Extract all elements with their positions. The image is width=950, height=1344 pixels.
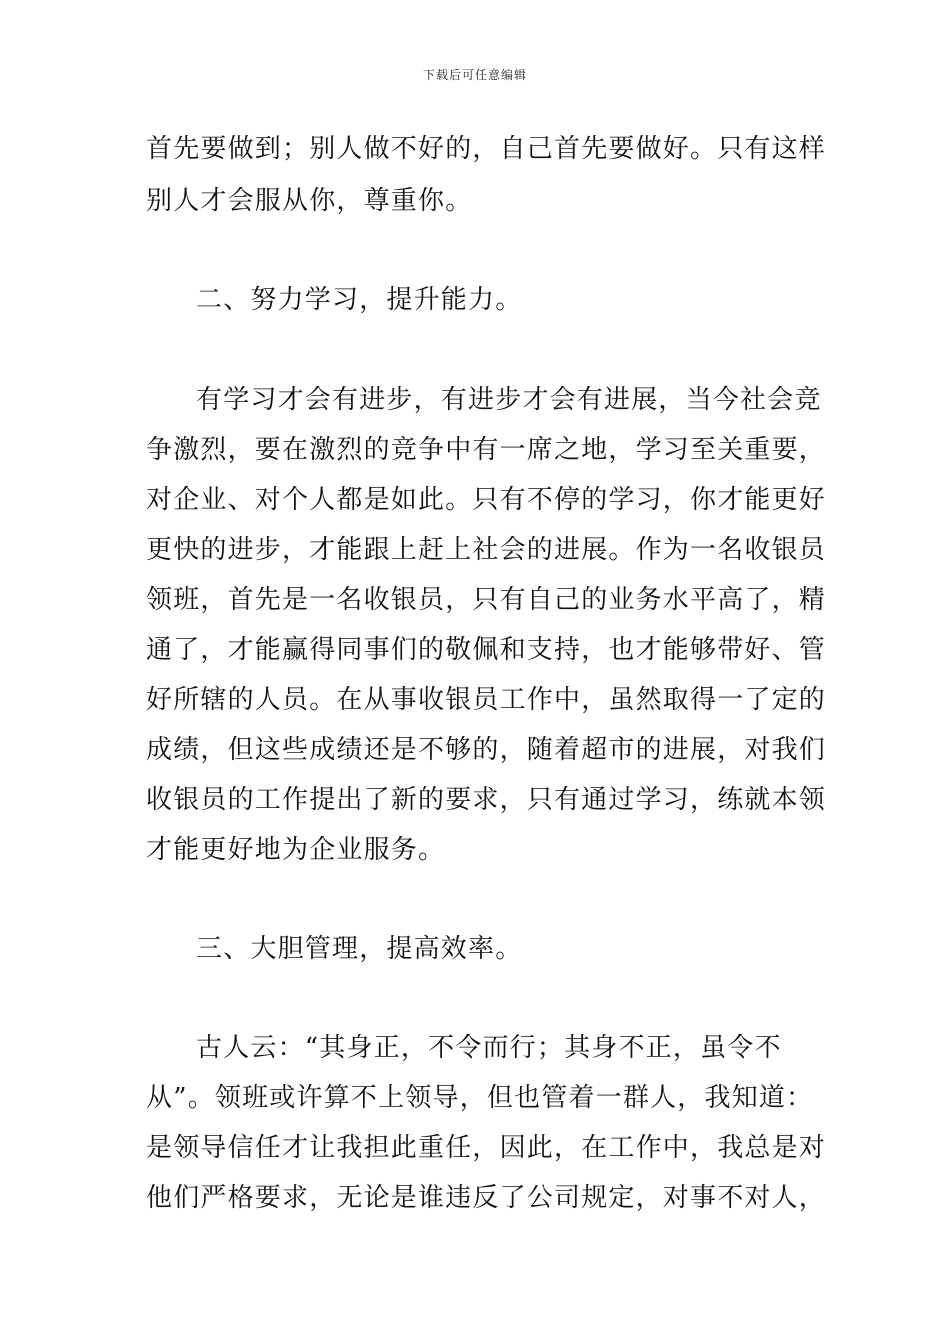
paragraph-line: 领班，首先是一名收银员，只有自己的业务水平高了，精 [146, 585, 827, 615]
section-heading-2: 二、努力学习，提升能力。 [196, 285, 523, 315]
paragraph-line: 对企业、对个人都是如此。只有不停的学习，你才能更好 [146, 485, 827, 515]
page-header-note: 下载后可任意编辑 [422, 68, 527, 82]
paragraph-line: 从”。领班或许算不上领导，但也管着一群人，我知道： [146, 1083, 814, 1113]
paragraph-line: 通了，才能赢得同事们的敬佩和支持，也才能够带好、管 [146, 635, 827, 665]
paragraph-line: 是领导信任才让我担此重任，因此，在工作中，我总是对 [146, 1133, 827, 1163]
paragraph-line: 好所辖的人员。在从事收银员工作中，虽然取得一了定的 [146, 685, 827, 715]
paragraph-line: 收银员的工作提出了新的要求，只有通过学习，练就本领 [146, 785, 827, 815]
paragraph-line: 首先要做到；别人做不好的，自己首先要做好。只有这样 [146, 134, 827, 164]
paragraph-line: 别人才会服从你，尊重你。 [146, 186, 473, 216]
paragraph-line: 有学习才会有进步，有进步才会有进展，当今社会竞 [196, 385, 822, 415]
paragraph-line: 更快的进步，才能跟上赶上社会的进展。作为一名收银员 [146, 535, 827, 565]
section-heading-3: 三、大胆管理，提高效率。 [196, 934, 523, 964]
paragraph-line: 古人云：“其身正，不令而行；其身不正，虽令不 [196, 1033, 782, 1063]
paragraph-line: 才能更好地为企业服务。 [146, 835, 446, 865]
paragraph-line: 争激烈，要在激烈的竞争中有一席之地，学习至关重要， [146, 435, 827, 465]
paragraph-line: 成绩，但这些成绩还是不够的，随着超市的进展，对我们 [146, 735, 827, 765]
paragraph-line: 他们严格要求，无论是谁违反了公司规定，对事不对人， [146, 1183, 827, 1213]
